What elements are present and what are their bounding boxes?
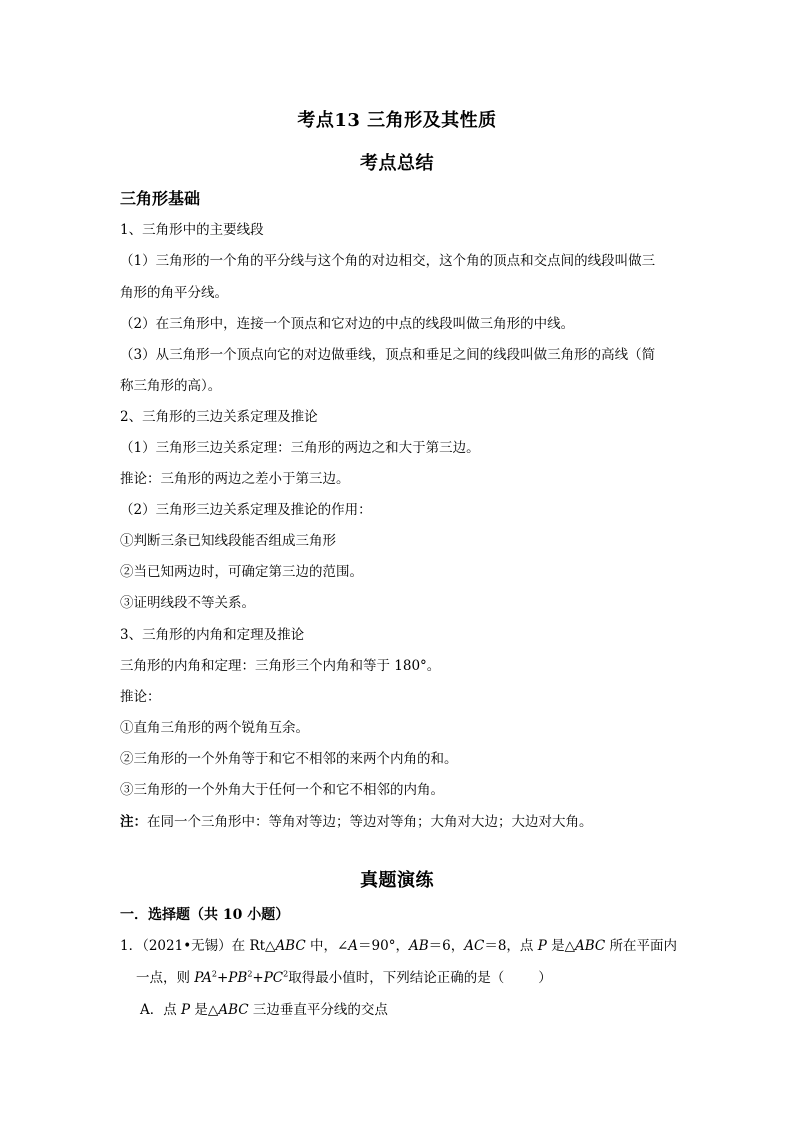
point-3-item-1: ①直角三角形的两个锐角互余。 bbox=[120, 720, 309, 736]
point-3-item-2: ②三角形的一个外角等于和它不相邻的来两个内角的和。 bbox=[120, 751, 458, 767]
choice-section-heading: 一．选择题（共 10 小题） bbox=[120, 907, 290, 923]
question-text: 是△ bbox=[546, 938, 576, 954]
note-label: 注： bbox=[120, 814, 147, 830]
question-1-line-2 bbox=[136, 966, 696, 986]
math-var: AB bbox=[408, 938, 429, 954]
option-text: 是△ bbox=[190, 1002, 219, 1018]
point-1-1-line-a: （1）三角形的一个角的平分线与这个角的对边相交，这个角的顶点和交点间的线段叫做三 bbox=[120, 253, 656, 269]
question-text: 中，∠ bbox=[305, 938, 349, 954]
point-2-item-1: ①判断三条已知线段能否组成三角形 bbox=[120, 533, 336, 549]
math-var: AC bbox=[464, 938, 485, 954]
point-3-corollary-label: 推论： bbox=[120, 689, 161, 705]
point-1-3-line-b: 称三角形的高）。 bbox=[120, 378, 222, 394]
math-var: P bbox=[537, 938, 547, 954]
question-text: ＝90°， bbox=[358, 938, 409, 954]
question-text: ＝6， bbox=[428, 938, 465, 954]
note-line bbox=[120, 810, 680, 830]
point-1-heading: 1、三角形中的主要线段 bbox=[120, 222, 264, 238]
question-number: 1． bbox=[120, 938, 143, 954]
point-2-2: （2）三角形三边关系定理及推论的作用： bbox=[120, 502, 372, 518]
question-text: 取得最小值时，下列结论正确的是（ bbox=[288, 970, 505, 986]
math-var: P bbox=[181, 1002, 191, 1018]
point-1-3-line-a: （3）从三角形一个顶点向它的对边做垂线，顶点和垂足之间的线段叫做三角形的高线（简 bbox=[120, 347, 656, 363]
question-text: ＝8，点 bbox=[484, 938, 538, 954]
point-2-1: （1）三角形三边关系定理：三角形的两边之和大于第三边。 bbox=[120, 440, 480, 456]
option-label: A．点 bbox=[140, 1002, 182, 1018]
exponent: 2 bbox=[283, 969, 289, 979]
exponent: 2 bbox=[247, 969, 253, 979]
math-var: ABC bbox=[275, 938, 306, 954]
math-var: PA bbox=[194, 970, 212, 986]
question-1-line-1 bbox=[120, 934, 680, 954]
operator: + bbox=[216, 970, 229, 986]
question-text: 所在平面内 bbox=[605, 938, 678, 954]
point-2-heading: 2、三角形的三边关系定理及推论 bbox=[120, 409, 318, 425]
point-2-item-3: ③证明线段不等关系。 bbox=[120, 595, 255, 611]
point-2-corollary: 推论：三角形的两边之差小于第三边。 bbox=[120, 471, 350, 487]
option-text: 三边垂直平分线的交点 bbox=[248, 1002, 388, 1018]
operator: + bbox=[252, 970, 264, 986]
practice-heading: 真题演练 bbox=[360, 870, 434, 891]
question-text: 一点，则 bbox=[136, 970, 195, 986]
point-1-1-line-b: 角形的角平分线。 bbox=[120, 285, 228, 301]
note-text: 在同一个三角形中：等角对等边；等边对等角；大角对大边；大边对大角。 bbox=[147, 814, 593, 830]
point-3-heading: 3、三角形的内角和定理及推论 bbox=[120, 627, 305, 643]
math-var: A bbox=[348, 938, 359, 954]
math-var: ABC bbox=[575, 938, 606, 954]
exponent: 2 bbox=[211, 969, 217, 979]
math-var: PB bbox=[228, 970, 248, 986]
summary-heading: 考点总结 bbox=[360, 153, 434, 174]
point-1-2: （2）在三角形中，连接一个顶点和它对边的中点的线段叫做三角形的中线。 bbox=[120, 316, 575, 332]
question-text: （2021•无锡）在 Rt△ bbox=[142, 938, 276, 954]
point-3-item-3: ③三角形的一个外角大于任何一个和它不相邻的内角。 bbox=[120, 782, 444, 798]
math-var: ABC bbox=[218, 1002, 249, 1018]
point-3-theorem: 三角形的内角和定理：三角形三个内角和等于 180°。 bbox=[120, 658, 441, 674]
section-basics-heading: 三角形基础 bbox=[120, 189, 201, 208]
question-text: ） bbox=[538, 970, 552, 986]
question-1-option-a bbox=[140, 998, 700, 1018]
math-var: PC bbox=[263, 970, 284, 986]
point-2-item-2: ②当已知两边时，可确定第三边的范围。 bbox=[120, 564, 363, 580]
page-title: 考点13 三角形及其性质 bbox=[297, 110, 497, 131]
